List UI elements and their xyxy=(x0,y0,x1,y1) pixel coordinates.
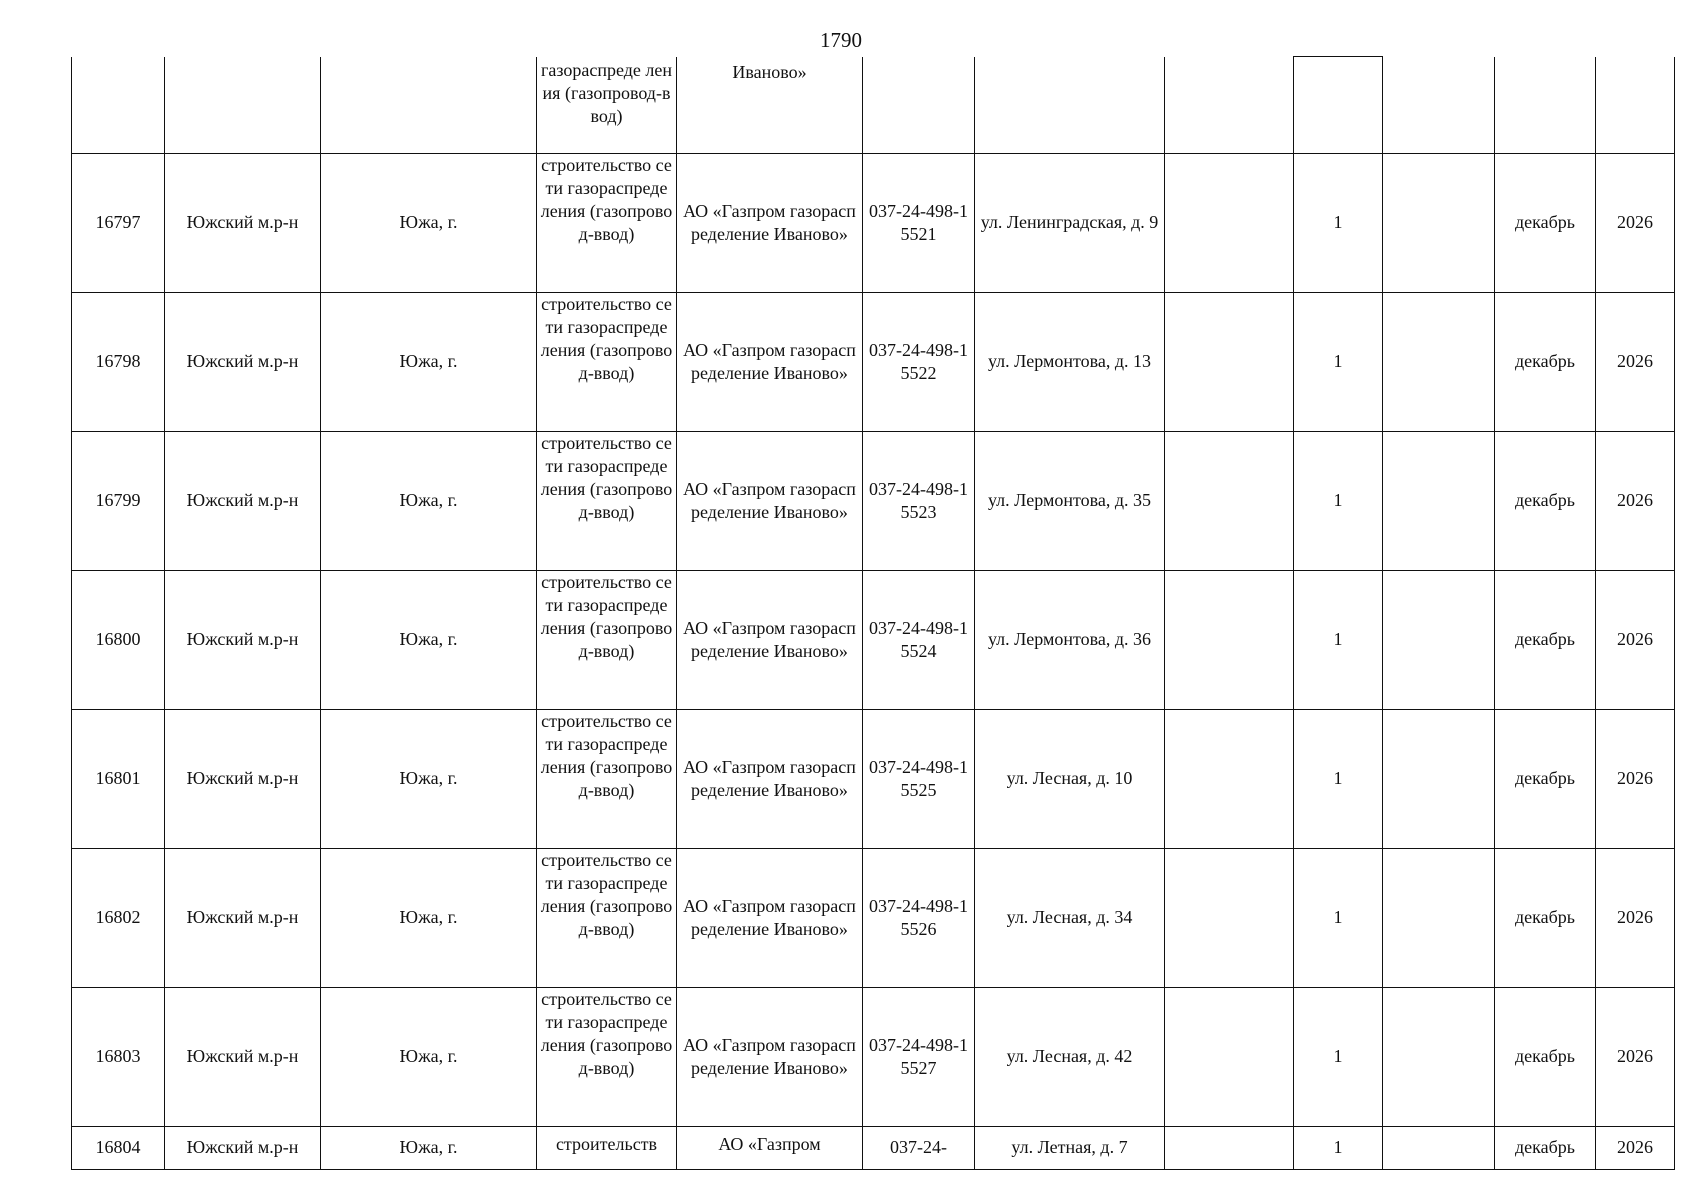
cell-org: АО «Газпром газораспределение Иваново» xyxy=(677,570,863,709)
cell-month: декабрь xyxy=(1495,431,1596,570)
cell-month: декабрь xyxy=(1495,570,1596,709)
cell-city: Южа, г. xyxy=(321,292,537,431)
cell-month: декабрь xyxy=(1495,848,1596,987)
cell-year: 2026 xyxy=(1596,431,1675,570)
cell-qty xyxy=(1294,57,1383,154)
cell-code: 037-24-498-15522 xyxy=(863,292,975,431)
cell-extra-1 xyxy=(1165,987,1294,1126)
cell-qty: 1 xyxy=(1294,987,1383,1126)
cell-org: АО «Газпром газораспределение Иваново» xyxy=(677,431,863,570)
table-row xyxy=(72,848,1675,987)
cell-extra-2 xyxy=(1383,987,1495,1126)
cell-year: 2026 xyxy=(1596,153,1675,292)
cell-org: АО «Газпром газораспределение Иваново» xyxy=(677,292,863,431)
cell-address: ул. Лесная, д. 10 xyxy=(975,709,1165,848)
table-row xyxy=(72,709,1675,848)
cell-qty: 1 xyxy=(1294,1126,1383,1169)
table-body xyxy=(72,57,1675,1170)
cell-num: 16801 xyxy=(72,709,165,848)
cell-num: 16802 xyxy=(72,848,165,987)
cell-work: строительств xyxy=(537,1126,677,1169)
cell-district: Южский м.р-н xyxy=(165,292,321,431)
cell-city: Южа, г. xyxy=(321,570,537,709)
cell-city xyxy=(321,57,537,154)
cell-qty: 1 xyxy=(1294,292,1383,431)
cell-extra-2 xyxy=(1383,1126,1495,1169)
cell-work: строительство сети газораспреде ления (газопровод-ввод) xyxy=(537,292,677,431)
register-table xyxy=(71,56,1675,1170)
cell-year xyxy=(1596,57,1675,154)
cell-address xyxy=(975,57,1165,154)
cell-extra-1 xyxy=(1165,57,1294,154)
cell-code: 037-24-498-15527 xyxy=(863,987,975,1126)
cell-num: 16804 xyxy=(72,1126,165,1169)
cell-address: ул. Лермонтова, д. 35 xyxy=(975,431,1165,570)
cell-num: 16797 xyxy=(72,153,165,292)
cell-code: 037-24-498-15525 xyxy=(863,709,975,848)
cell-address: ул. Лермонтова, д. 36 xyxy=(975,570,1165,709)
cell-extra-1 xyxy=(1165,709,1294,848)
cell-month: декабрь xyxy=(1495,709,1596,848)
table-row xyxy=(72,570,1675,709)
cell-year: 2026 xyxy=(1596,292,1675,431)
cell-district xyxy=(165,57,321,154)
cell-code: 037-24-498-15524 xyxy=(863,570,975,709)
cell-extra-1 xyxy=(1165,570,1294,709)
cell-extra-2 xyxy=(1383,431,1495,570)
cell-qty: 1 xyxy=(1294,848,1383,987)
cell-work: строительство сети газораспреде ления (газопровод-ввод) xyxy=(537,709,677,848)
cell-city: Южа, г. xyxy=(321,1126,537,1169)
cell-org: АО «Газпром газораспределение Иваново» xyxy=(677,153,863,292)
cell-extra-2 xyxy=(1383,709,1495,848)
cell-district: Южский м.р-н xyxy=(165,431,321,570)
page-number: 1790 xyxy=(820,28,862,52)
table-row xyxy=(72,153,1675,292)
table-row xyxy=(72,987,1675,1126)
cell-org: АО «Газпром газораспределение Иваново» xyxy=(677,848,863,987)
cell-address: ул. Лермонтова, д. 13 xyxy=(975,292,1165,431)
cell-extra-2 xyxy=(1383,570,1495,709)
cell-district: Южский м.р-н xyxy=(165,848,321,987)
cell-num: 16800 xyxy=(72,570,165,709)
table-row xyxy=(72,1126,1675,1169)
cell-district: Южский м.р-н xyxy=(165,987,321,1126)
cell-num: 16798 xyxy=(72,292,165,431)
cell-qty: 1 xyxy=(1294,431,1383,570)
cell-code: 037-24-498-15521 xyxy=(863,153,975,292)
cell-work: строительство сети газораспреде ления (газопровод-ввод) xyxy=(537,153,677,292)
cell-extra-2 xyxy=(1383,57,1495,154)
cell-city: Южа, г. xyxy=(321,431,537,570)
cell-month: декабрь xyxy=(1495,987,1596,1126)
cell-extra-1 xyxy=(1165,153,1294,292)
cell-code: 037-24- xyxy=(863,1126,975,1169)
cell-year: 2026 xyxy=(1596,987,1675,1126)
cell-year: 2026 xyxy=(1596,709,1675,848)
cell-org: АО «Газпром xyxy=(677,1126,863,1169)
cell-extra-1 xyxy=(1165,1126,1294,1169)
cell-work: строительство сети газораспреде ления (газопровод-ввод) xyxy=(537,431,677,570)
cell-extra-1 xyxy=(1165,292,1294,431)
cell-num xyxy=(72,57,165,154)
cell-work: строительство сети газораспреде ления (газопровод-ввод) xyxy=(537,987,677,1126)
table-row xyxy=(72,292,1675,431)
cell-qty: 1 xyxy=(1294,153,1383,292)
cell-month xyxy=(1495,57,1596,154)
cell-address: ул. Лесная, д. 42 xyxy=(975,987,1165,1126)
cell-work: строительство сети газораспреде ления (газопровод-ввод) xyxy=(537,570,677,709)
cell-code: 037-24-498-15523 xyxy=(863,431,975,570)
cell-extra-1 xyxy=(1165,848,1294,987)
cell-city: Южа, г. xyxy=(321,709,537,848)
cell-address: ул. Ленинградская, д. 9 xyxy=(975,153,1165,292)
cell-qty: 1 xyxy=(1294,570,1383,709)
cell-city: Южа, г. xyxy=(321,153,537,292)
cell-extra-2 xyxy=(1383,292,1495,431)
table-row xyxy=(72,431,1675,570)
cell-district: Южский м.р-н xyxy=(165,153,321,292)
cell-address: ул. Лесная, д. 34 xyxy=(975,848,1165,987)
cell-org: АО «Газпром газораспределение Иваново» xyxy=(677,987,863,1126)
table-row-continued xyxy=(72,57,1675,154)
cell-num: 16803 xyxy=(72,987,165,1126)
cell-code xyxy=(863,57,975,154)
cell-address: ул. Летная, д. 7 xyxy=(975,1126,1165,1169)
cell-work: строительство сети газораспреде ления (газопровод-ввод) xyxy=(537,848,677,987)
cell-city: Южа, г. xyxy=(321,987,537,1126)
cell-district: Южский м.р-н xyxy=(165,709,321,848)
cell-qty: 1 xyxy=(1294,709,1383,848)
cell-org: АО «Газпром газораспределение Иваново» xyxy=(677,709,863,848)
cell-extra-2 xyxy=(1383,153,1495,292)
cell-city: Южа, г. xyxy=(321,848,537,987)
cell-month: декабрь xyxy=(1495,153,1596,292)
cell-year: 2026 xyxy=(1596,1126,1675,1169)
cell-extra-2 xyxy=(1383,848,1495,987)
cell-year: 2026 xyxy=(1596,570,1675,709)
cell-num: 16799 xyxy=(72,431,165,570)
cell-district: Южский м.р-н xyxy=(165,1126,321,1169)
cell-year: 2026 xyxy=(1596,848,1675,987)
cell-district: Южский м.р-н xyxy=(165,570,321,709)
cell-work: газораспреде ления (газопровод-ввод) xyxy=(537,57,677,154)
cell-month: декабрь xyxy=(1495,1126,1596,1169)
cell-month: декабрь xyxy=(1495,292,1596,431)
cell-code: 037-24-498-15526 xyxy=(863,848,975,987)
cell-extra-1 xyxy=(1165,431,1294,570)
cell-org: Иваново» xyxy=(677,57,863,154)
